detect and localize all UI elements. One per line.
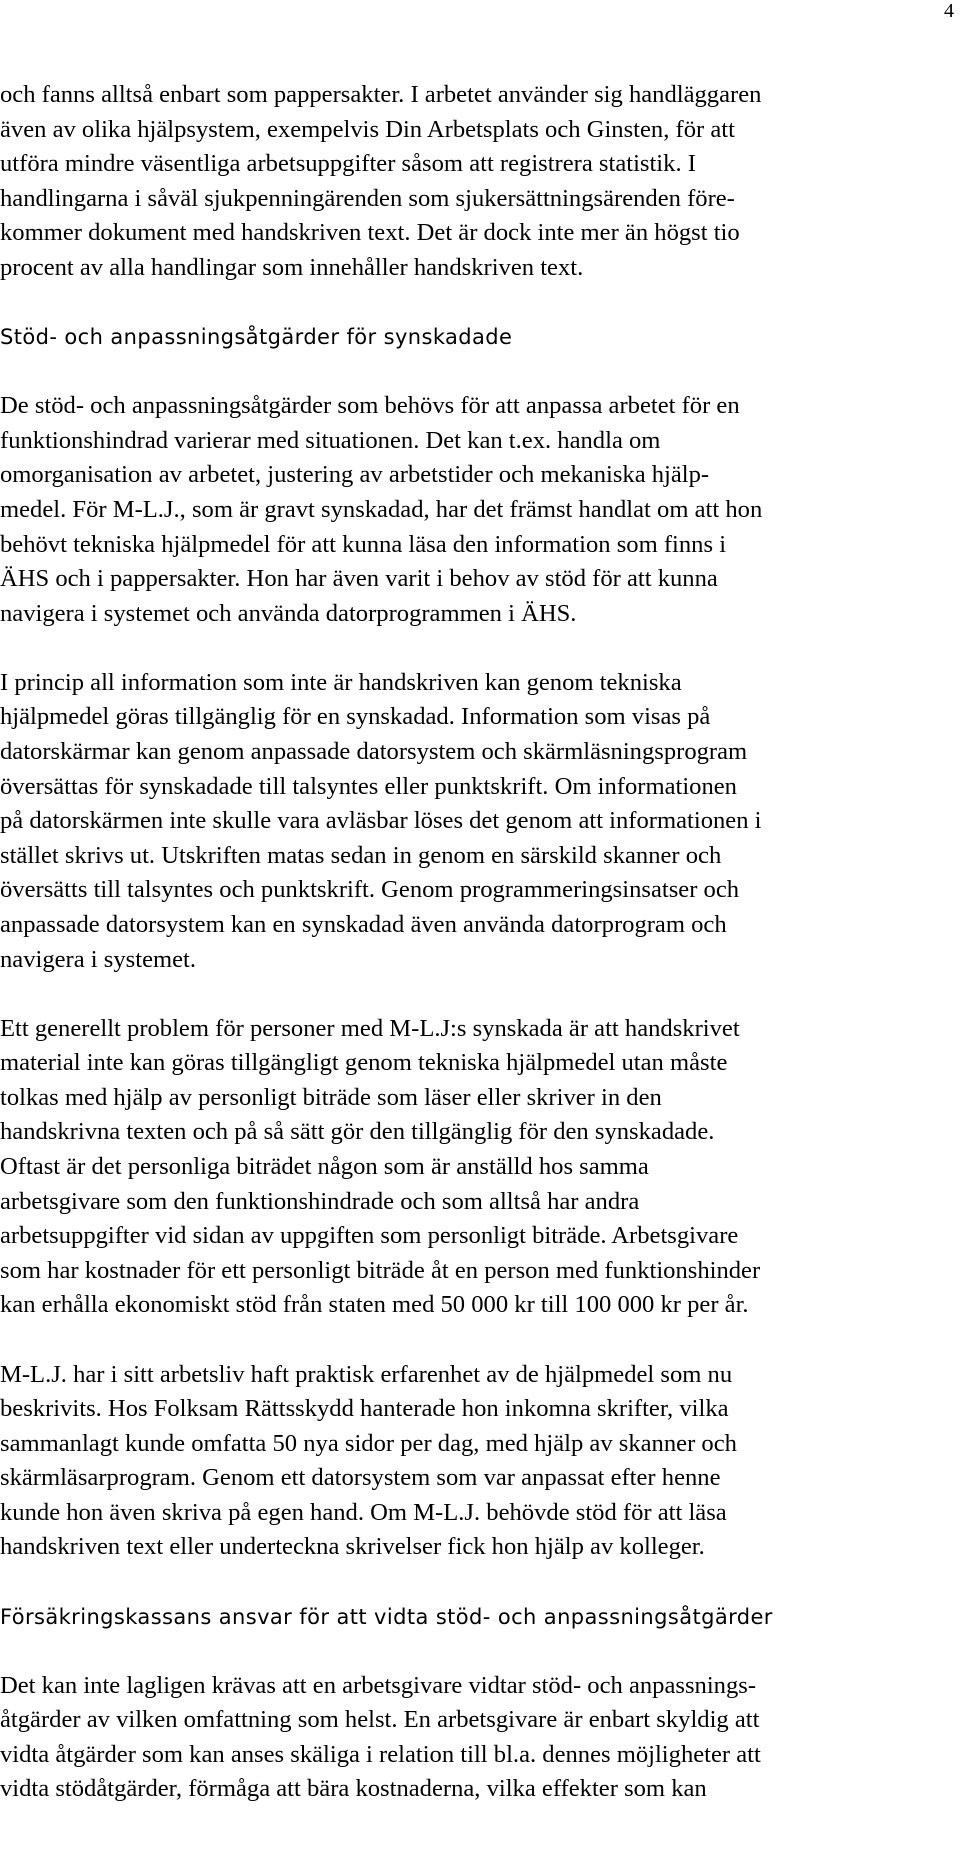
text-line: sammanlagt kunde omfatta 50 nya sidor per dag, med hjälp av skanner och [0, 1429, 737, 1457]
text-line: procent av alla handlingar som innehåller handskriven text. [0, 253, 584, 281]
text-line: hjälpmedel göras tillgänglig för en synskadad. Information som visas på [0, 703, 711, 731]
paragraph-gap [0, 355, 960, 390]
text-line: M-L.J. har i sitt arbetsliv haft praktisk erfarenhet av de hjälpmedel som nu [0, 1360, 733, 1388]
text-line: Oftast är det personliga biträdet någon som är anställd hos samma [0, 1153, 649, 1181]
text-line: kan erhålla ekonomiskt stöd från staten med 50 000 kr till 100 000 kr per år. [0, 1291, 749, 1319]
paragraph-gap [0, 1634, 960, 1669]
body-paragraph [0, 389, 960, 631]
text-line: beskrivits. Hos Folksam Rättsskydd hanterade hon inkomna skrifter, vilka [0, 1395, 729, 1423]
body-paragraph [0, 1012, 960, 1323]
paragraph-gap [0, 977, 960, 1012]
text-line: åtgärder av vilken omfattning som helst. En arbetsgivare är enbart skyldig att [0, 1706, 760, 1734]
text-line: handskrivna texten och på så sätt gör den tillgänglig för den synskadade. [0, 1118, 715, 1146]
document-body [0, 78, 960, 1807]
body-paragraph [0, 78, 960, 286]
text-line: kunde hon även skriva på egen hand. Om M-L.J. behövde stöd för att läsa [0, 1498, 727, 1526]
text-line: material inte kan göras tillgängligt genom tekniska hjälpmedel utan måste [0, 1049, 728, 1077]
text-line: behövt tekniska hjälpmedel för att kunna läsa den information som finns i [0, 530, 727, 558]
text-line: handskriven text eller underteckna skrivelser fick hon hjälp av kolleger. [0, 1533, 705, 1561]
text-line: Det kan inte lagligen krävas att en arbetsgivare vidtar stöd- och anpassnings- [0, 1671, 757, 1699]
text-line: anpassade datorsystem kan en synskadad även använda datorprogram och [0, 910, 727, 938]
text-line: på datorskärmen inte skulle vara avläsbar löses det genom att informationen i [0, 807, 762, 835]
paragraph-gap [0, 286, 960, 321]
text-line: Ett generellt problem för personer med M-L.J:s synskada är att handskrivet [0, 1014, 740, 1042]
section-heading: Försäkringskassans ansvar för att vidta stöd- och anpassningsåtgärder [0, 1604, 773, 1629]
text-line: vidta stödåtgärder, förmåga att bära kostnaderna, vilka effekter som kan [0, 1775, 707, 1803]
text-line: utföra mindre väsentliga arbetsuppgifter såsom att registrera statistik. I [0, 150, 696, 178]
text-line: vidta åtgärder som kan anses skäliga i relation till bl.a. dennes möjligheter att [0, 1740, 761, 1768]
text-line: I princip all information som inte är handskriven kan genom tekniska [0, 668, 682, 696]
text-line: arbetsuppgifter vid sidan av uppgiften som personligt biträde. Arbetsgivare [0, 1222, 739, 1250]
page-number: 4 [944, 0, 954, 22]
text-line: arbetsgivare som den funktionshindrade och som alltså har andra [0, 1187, 640, 1215]
text-line: skärmläsarprogram. Genom ett datorsystem som var anpassat efter henne [0, 1464, 721, 1492]
body-paragraph [0, 1669, 960, 1807]
text-line: kommer dokument med handskriven text. Det är dock inte mer än högst tio [0, 219, 740, 247]
text-line: datorskärmar kan genom anpassade datorsystem och skärmläsningsprogram [0, 738, 748, 765]
text-line: översätts till talsyntes och punktskrift. Genom programmeringsinsatser och [0, 876, 740, 904]
text-line: även av olika hjälpsystem, exempelvis Din Arbetsplats och Ginsten, för att [0, 115, 735, 143]
text-line: navigera i systemet. [0, 945, 197, 973]
section-heading: Stöd- och anpassningsåtgärder för synskadade [0, 325, 513, 350]
text-line: tolkas med hjälp av personligt biträde som läser eller skriver in den [0, 1083, 662, 1111]
text-line: De stöd- och anpassningsåtgärder som behövs för att anpassa arbetet för en [0, 392, 740, 420]
text-line: ÄHS och i pappersakter. Hon har även varit i behov av stöd för att kunna [0, 565, 718, 593]
text-line: som har kostnader för ett personligt biträde åt en person med funktionshinder [0, 1256, 761, 1284]
text-line: funktionshindrad varierar med situationen. Det kan t.ex. handla om [0, 426, 661, 454]
paragraph-gap [0, 1323, 960, 1358]
text-line: översättas för synskadade till talsyntes eller punktskrift. Om informationen [0, 772, 737, 800]
body-paragraph [0, 1358, 960, 1566]
text-line: navigera i systemet och använda datorprogrammen i ÄHS. [0, 599, 577, 627]
paragraph-gap [0, 631, 960, 666]
text-line: medel. För M-L.J., som är gravt synskadad, har det främst handlat om att hon [0, 495, 763, 523]
text-line: stället skrivs ut. Utskriften matas sedan in genom en särskild skanner och [0, 841, 722, 869]
text-line: omorganisation av arbetet, justering av arbetstider och mekaniska hjälp- [0, 461, 710, 489]
text-line: handlingarna i såväl sjukpenningärenden som sjukersättningsärenden före- [0, 184, 735, 212]
body-paragraph [0, 666, 960, 977]
text-line: och fanns alltså enbart som pappersakter. I arbetet använder sig handläggaren [0, 81, 762, 108]
paragraph-gap [0, 1565, 960, 1600]
